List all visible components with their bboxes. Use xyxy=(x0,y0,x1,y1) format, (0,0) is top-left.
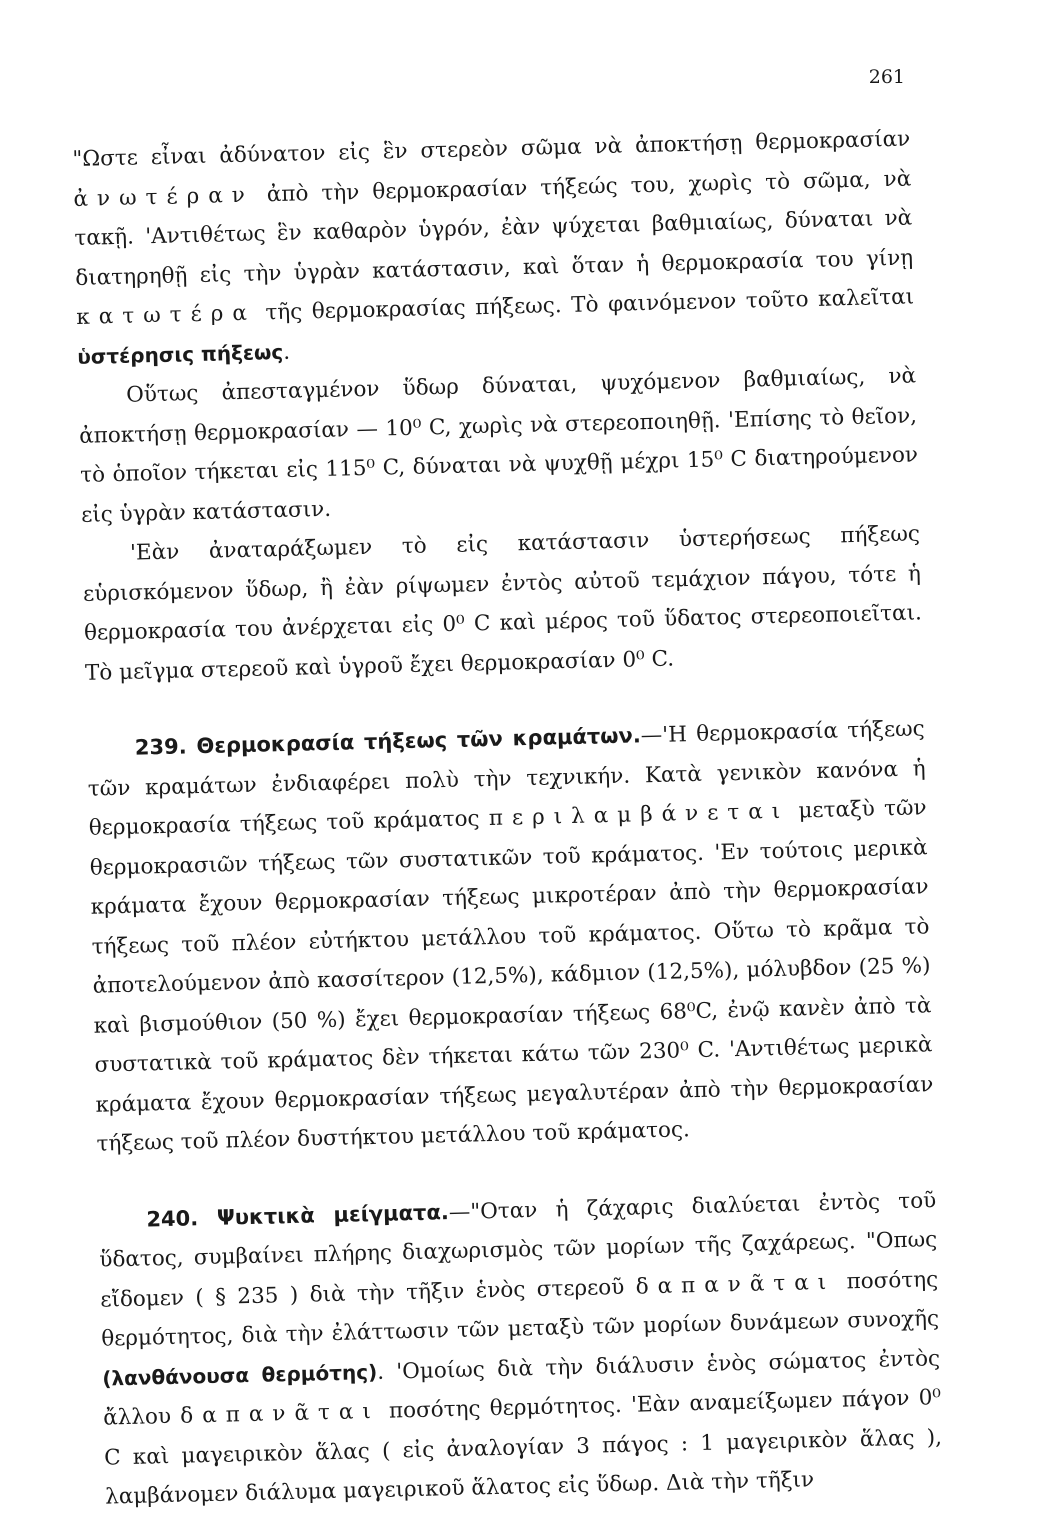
paragraph-text: —"Οταν ἡ ζάχαρις διαλύεται ἐντὸς τοῦ ὕδατος, συμβαίνει πλήρης διαχωρισμὸς τῶν μορίων τῆς ζαχάρεως. "Οπως εἴδομεν ( § 235 ) διὰ τὴν τῆξιν ἑνὸς στερεοῦ xyxy=(99,1187,938,1313)
spaced-emphasis: δαπανᾶται xyxy=(179,1398,381,1429)
paragraph-text: —'Η θερμοκρασία τήξεως τῶν κραμάτων ἐνδιαφέρει πολὺ τὴν τεχνικήν. Κατὰ γενικὸν κανόνα ἡ θερμοκρασία τήξεως τοῦ κράματος xyxy=(87,716,926,841)
bold-term: (λανθάνουσα θερμότης) xyxy=(101,1359,378,1391)
body-text xyxy=(72,120,943,1517)
paragraph-text: τῆς θερμοκρασίας πήξεως. Τὸ φαινόμενον τοῦτο καλεῖται xyxy=(255,284,915,326)
paragraph-text: . xyxy=(282,339,291,365)
paragraph-text: ἀπὸ τὴν θερμοκρασίαν τήξεώς του, χωρὶς τὸ σῶμα, νὰ τακῇ. 'Αντιθέτως ἓν καθαρὸν ὑγρόν, ἐὰν ψύχεται βαθμιαίως, δύναται νὰ διατηρηθῇ εἰς τὴν ὑγρὰν κατάστασιν, καὶ ὅταν ἡ θερμοκρασία του γίνῃ xyxy=(74,166,914,291)
page-number: 261 xyxy=(868,66,905,88)
section-239 xyxy=(86,709,934,1164)
spaced-emphasis: περιλαμβάνεται xyxy=(488,798,790,832)
section-heading: 240. Ψυκτικὰ μείγματα. xyxy=(146,1199,450,1232)
paragraph-text: "Ωστε εἶναι ἀδύνατον εἰς ἓν στερεὸν σῶμα νὰ ἀποκτήσῃ θερμοκρασίαν xyxy=(72,126,911,172)
spaced-emphasis: κατωτέρα xyxy=(76,300,257,330)
paragraph-text: . 'Ομοίως διὰ τὴν διάλυσιν ἑνὸς σώματος ἐντὸς ἄλλου xyxy=(102,1345,941,1431)
paragraph-text: ποσότης θερμότητος. 'Εὰν αναμείξωμεν πάγον 0⁰ C καὶ μαγειρικὸν ἅλας ( εἰς ἀναλογίαν 3 πάγος : 1 μαγειρικὸν ἅλας ), λαμβάνομεν διάλυμα μαγειρικοῦ ἅλατος εἰς ὕδωρ. Διὰ τὴν τῆξιν xyxy=(103,1385,943,1510)
paragraph-supercooling-intro xyxy=(72,120,916,377)
spaced-emphasis: ἀνωτέραν xyxy=(73,182,255,212)
section-heading: 239. Θερμοκρασία τήξεως τῶν κραμάτων. xyxy=(134,723,642,760)
section-240 xyxy=(98,1181,943,1517)
paragraph-text: ποσότης θερμότητος, διὰ τὴν ἐλάττωσιν τῶν μεταξὺ τῶν μορίων δυνάμεων συνοχῆς xyxy=(101,1266,940,1352)
spaced-emphasis: δαπανᾶται xyxy=(635,1269,836,1300)
bold-term: ὑστέρησις πήξεως xyxy=(76,339,284,369)
paragraph-text: μεταξὺ τῶν θερμοκρασιῶν τήξεως τῶν συστατικῶν τοῦ κράματος. 'Εν τούτοις μερικὰ κράματα ἔχουν θερμοκρασίαν τήξεως μικροτέραν ἀπὸ τὴν θερμοκρασίαν τήξεως τοῦ πλέον εὐτήκτου μετάλλου τοῦ κράματος. Οὕτω τὸ κρᾶμα τὸ ἀποτελούμενον ἀπὸ κασσίτερον (12,5%), κάδμιον (12,5%), μόλυβδον (25 %) καὶ βισμούθιον (50 %) ἔχει θερμοκρασίαν τήξεως 68⁰C, ἐνῷ κανὲν ἀπὸ τὰ συστατικὰ τοῦ κράματος δὲν τήκεται κάτω τῶν 230⁰ C. 'Αντιθέτως μερικὰ κράματα ἔχουν θερμοκρασίαν τήξεως μεγαλυτέραν ἀπὸ τὴν θερμοκρασίαν τήξεως τοῦ πλέον δυστήκτου μετάλλου τοῦ κράματος. xyxy=(89,795,934,1157)
paragraph-agitation: 'Εὰν ἀναταράξωμεν τὸ εἰς κατάστασιν ὑστερήσεως πήξεως εὑρισκόμενον ὕδωρ, ἢ ἐὰν ρίψωμεν ἐντὸς αὐτοῦ τεμάχιον πάγου, τότε ἡ θερμοκρασία του ἀνέρχεται εἰς 0⁰ C καὶ μέρος τοῦ ὕδατος στερεοποιεῖται. Τὸ μεῖγμα στερεοῦ καὶ ὑγροῦ ἔχει θερμοκρασίαν 0⁰ C. xyxy=(82,521,923,686)
paragraph-distilled-water: Οὕτως ἀπεσταγμένον ὕδωρ δύναται, ψυχόμενον βαθμιαίως, νὰ ἀποκτήσῃ θερμοκρασίαν — 10⁰ C, χωρὶς νὰ στερεοποιηθῇ. 'Επίσης τὸ θεῖον, τὸ ὁποῖον τήκεται εἰς 115⁰ C, δύναται νὰ ψυχθῇ μέχρι 15⁰ C διατηρούμενον εἰς ὑγρὰν κατάστασιν. xyxy=(78,363,919,528)
